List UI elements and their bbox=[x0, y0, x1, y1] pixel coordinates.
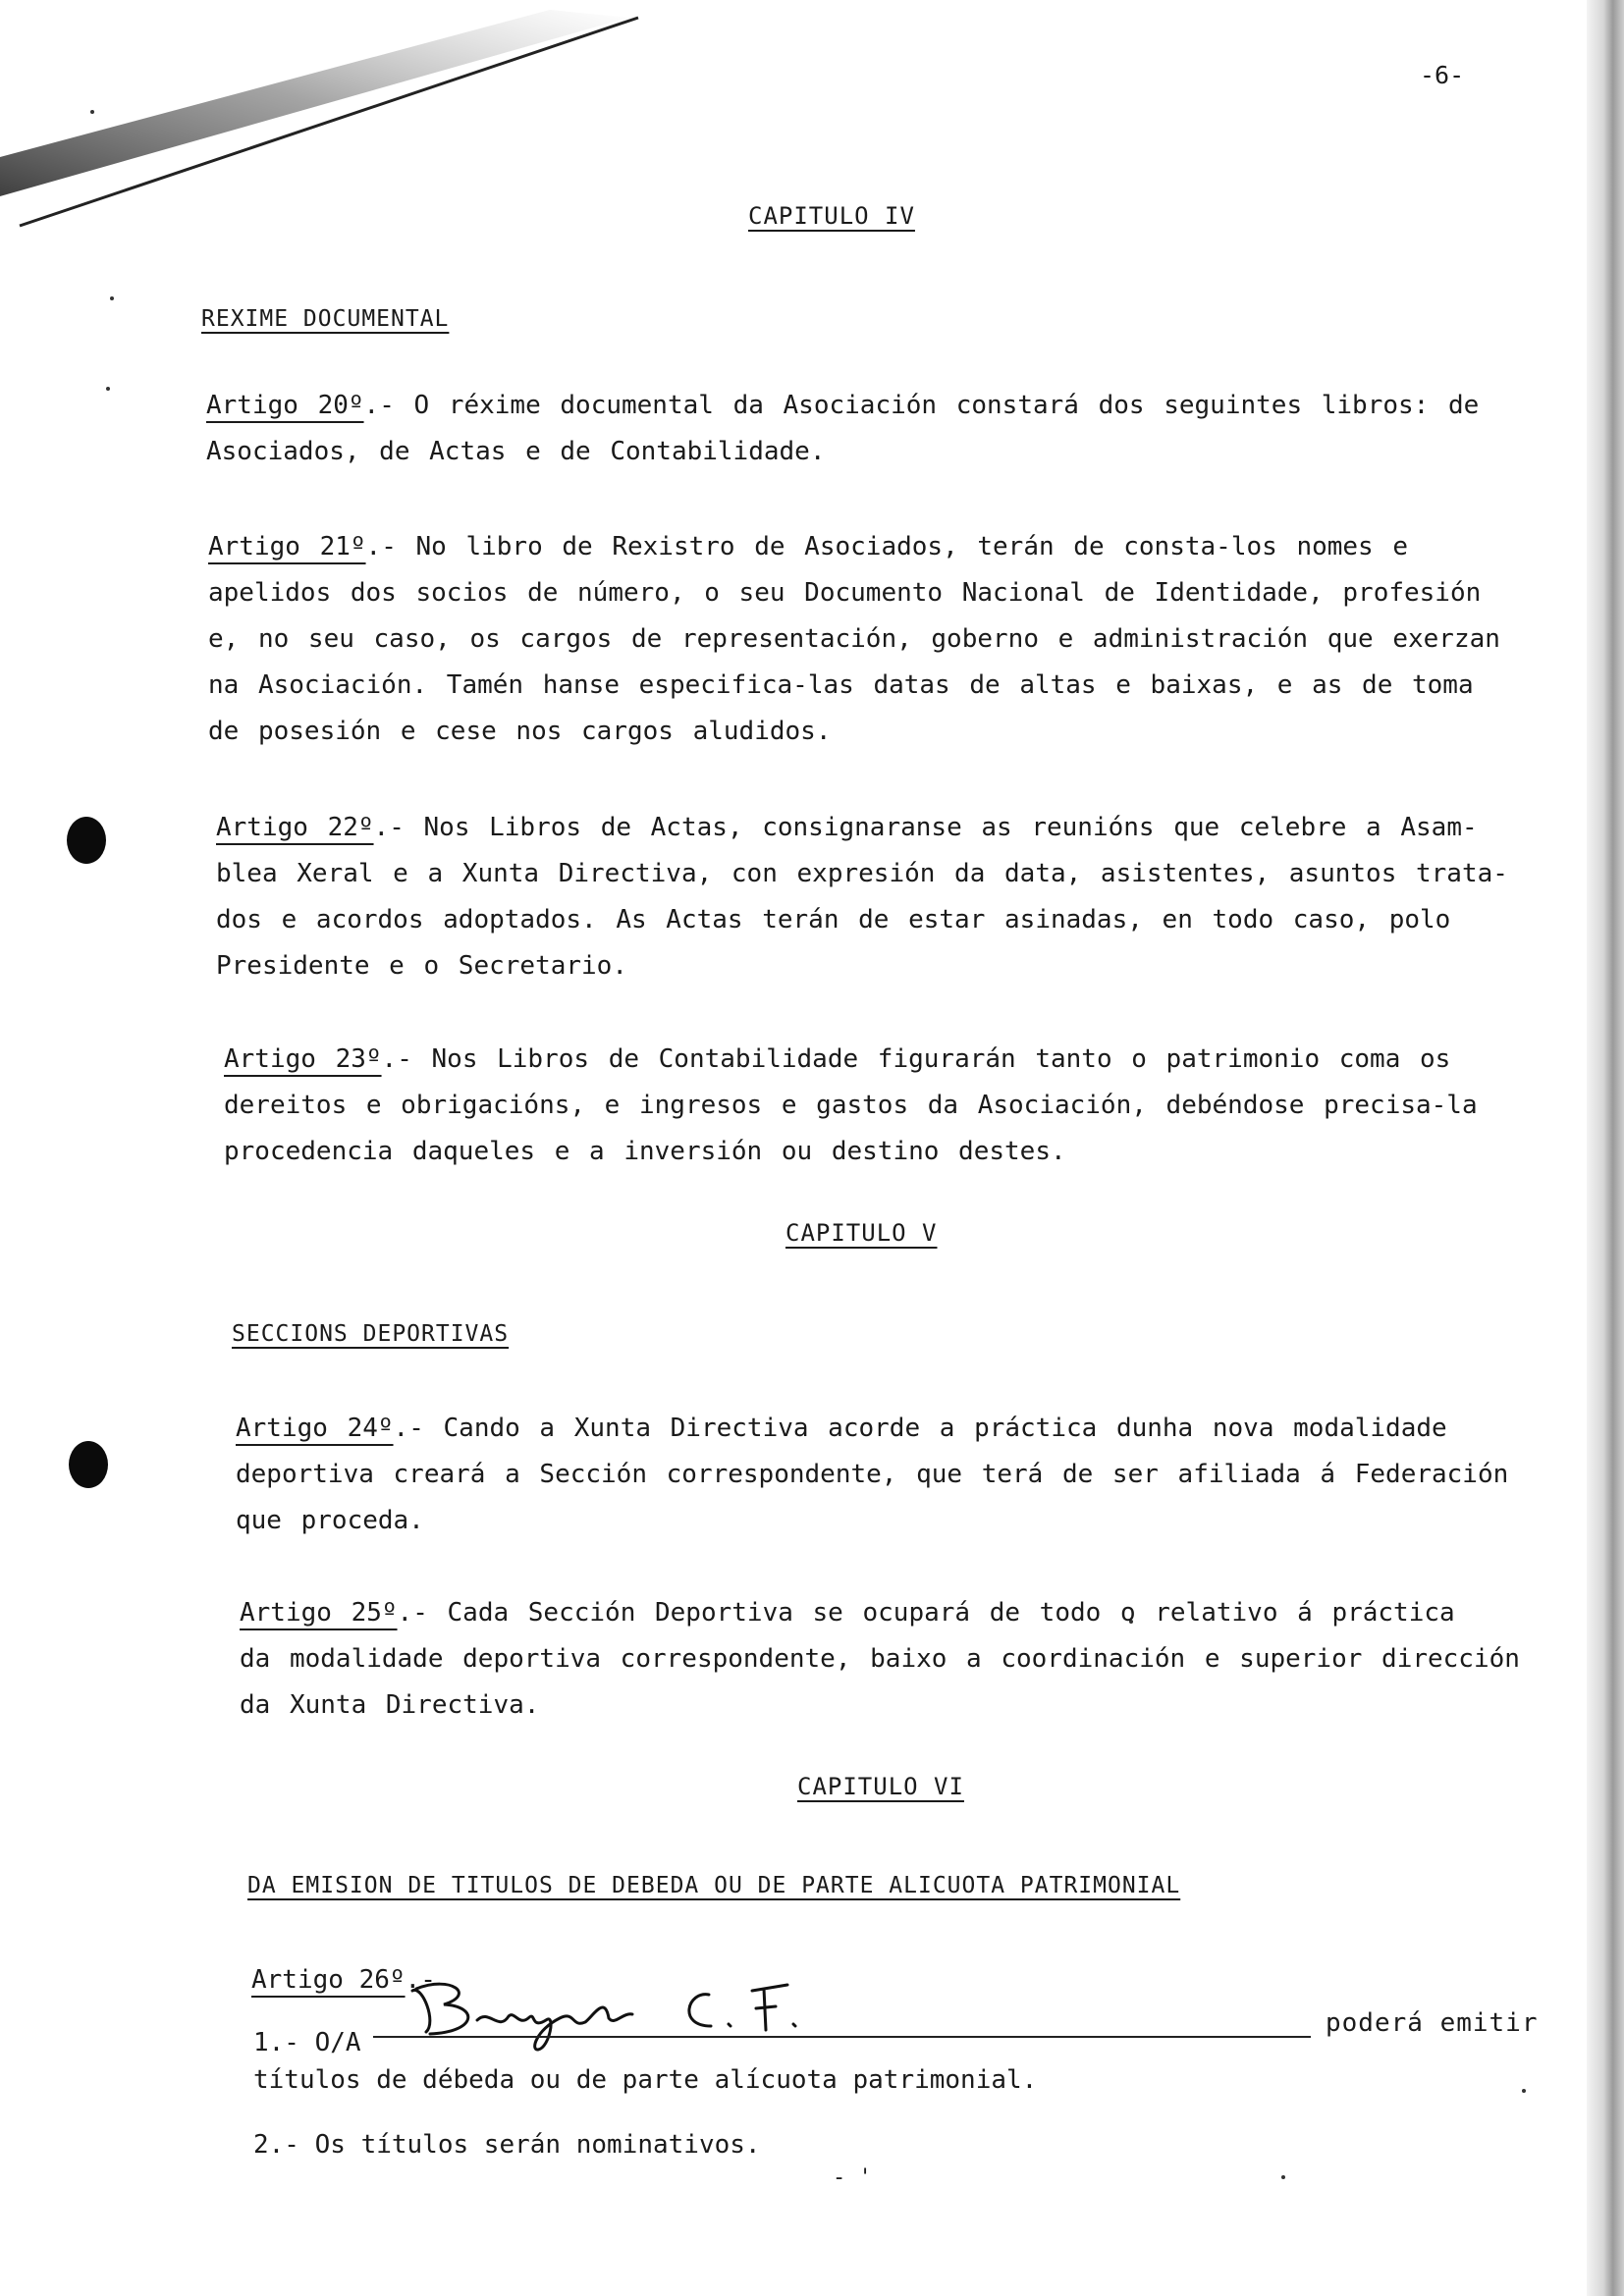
article-line: Presidente e o Secretario. bbox=[216, 951, 627, 981]
article-line: de posesión e cese nos cargos aludidos. bbox=[208, 717, 832, 746]
section-heading: DA EMISION DE TITULOS DE DEBEDA OU DE PARTE ALICUOTA PATRIMONIAL bbox=[247, 1873, 1181, 1898]
article bbox=[208, 524, 1500, 755]
scan-speck bbox=[106, 387, 110, 391]
article-line: que proceda. bbox=[236, 1506, 424, 1535]
article-label: Artigo 23º bbox=[224, 1044, 382, 1074]
item-2: 2.- Os títulos serán nominativos. bbox=[253, 2130, 761, 2160]
article-label: Artigo 24º bbox=[236, 1414, 394, 1443]
article bbox=[240, 1590, 1520, 1729]
article-line bbox=[208, 524, 1500, 570]
scan-edge bbox=[1587, 0, 1624, 2296]
chapter-title: CAPITULO VI bbox=[797, 1773, 964, 1800]
article-label: Artigo 20º bbox=[206, 391, 364, 420]
article-text: .- bbox=[405, 1965, 436, 1995]
item-1-prefix: 1.- O/A bbox=[253, 2028, 361, 2057]
article-line: deportiva creará a Sección correspondente, que terá de ser afiliada á Federación bbox=[236, 1460, 1509, 1489]
article bbox=[216, 805, 1508, 989]
article bbox=[224, 1037, 1478, 1175]
chapter-title: CAPITULO V bbox=[785, 1219, 938, 1247]
article-line bbox=[236, 1406, 1508, 1452]
article-line: dos e acordos adoptados. As Actas terán de estar asinadas, en todo caso, polo bbox=[216, 905, 1451, 934]
article-line bbox=[216, 805, 1508, 851]
article-line bbox=[224, 1037, 1478, 1083]
article-label: Artigo 21º bbox=[208, 532, 366, 561]
article-label: Artigo 26º bbox=[251, 1965, 406, 1995]
article-line: procedencia daqueles e a inversión ou destino destes. bbox=[224, 1137, 1066, 1166]
article-line: apelidos dos socios de número, o seu Documento Nacional de Identidade, profesión bbox=[208, 578, 1482, 608]
article-line bbox=[240, 1590, 1520, 1636]
article-text: .- Nos Libros de Actas, consignaranse as reunións que celebre a Asam- bbox=[373, 813, 1478, 842]
article-line: dereitos e obrigacións, e ingresos e gastos da Asociación, debéndose precisa-la bbox=[224, 1091, 1478, 1120]
page-number: -6- bbox=[1420, 61, 1465, 89]
scan-speck bbox=[1281, 2175, 1285, 2179]
scan-speck bbox=[1522, 2089, 1526, 2093]
scan-speck bbox=[110, 296, 114, 300]
signature-line bbox=[373, 2036, 1311, 2038]
article-text: .- Cando a Xunta Directiva acorde a práctica dunha nova modalidade bbox=[393, 1414, 1447, 1443]
article bbox=[236, 1406, 1508, 1544]
article-line: na Asociación. Tamén hanse especifica-las datas de altas e baixas, e as de toma bbox=[208, 670, 1474, 700]
section-heading: SECCIONS DEPORTIVAS bbox=[232, 1321, 510, 1347]
item-1-suffix: poderá emitir bbox=[1326, 2008, 1539, 2038]
article-text: .- No libro de Rexistro de Asociados, terán de consta-los nomes e bbox=[365, 532, 1409, 561]
item-1-continuation: títulos de débeda ou de parte alícuota patrimonial. bbox=[253, 2065, 1038, 2095]
article-line: da modalidade deportiva correspondente, baixo a coordinación e superior dirección bbox=[240, 1644, 1520, 1674]
section-heading: REXIME DOCUMENTAL bbox=[201, 306, 450, 332]
article-line: e, no seu caso, os cargos de representación, goberno e administración que exerzan bbox=[208, 624, 1500, 654]
scan-mark: ‐ ' bbox=[833, 2165, 872, 2190]
article-line: da Xunta Directiva. bbox=[240, 1690, 540, 1720]
handwritten-signature bbox=[383, 1965, 893, 2054]
scan-speck bbox=[90, 110, 94, 114]
punch-hole bbox=[67, 817, 106, 864]
article-label: Artigo 22º bbox=[216, 813, 374, 842]
article-line: Asociados, de Actas e de Contabilidade. bbox=[206, 437, 826, 466]
article-label: Artigo 25º bbox=[240, 1598, 398, 1628]
article-text: .- Nos Libros de Contabilidade figurarán tanto o patrimonio coma os bbox=[381, 1044, 1451, 1074]
article-line bbox=[206, 383, 1479, 429]
chapter-title: CAPITULO IV bbox=[748, 202, 915, 230]
article bbox=[206, 383, 1479, 475]
scan-shadow bbox=[0, 0, 687, 255]
article-text: .- O réxime documental da Asociación constará dos seguintes libros: de bbox=[363, 391, 1480, 420]
punch-hole bbox=[69, 1441, 108, 1488]
article-line: blea Xeral e a Xunta Directiva, con expresión da data, asistentes, asuntos trata- bbox=[216, 859, 1508, 888]
article-text: .- Cada Sección Deportiva se ocupará de todo o relativo á práctica bbox=[397, 1598, 1455, 1628]
